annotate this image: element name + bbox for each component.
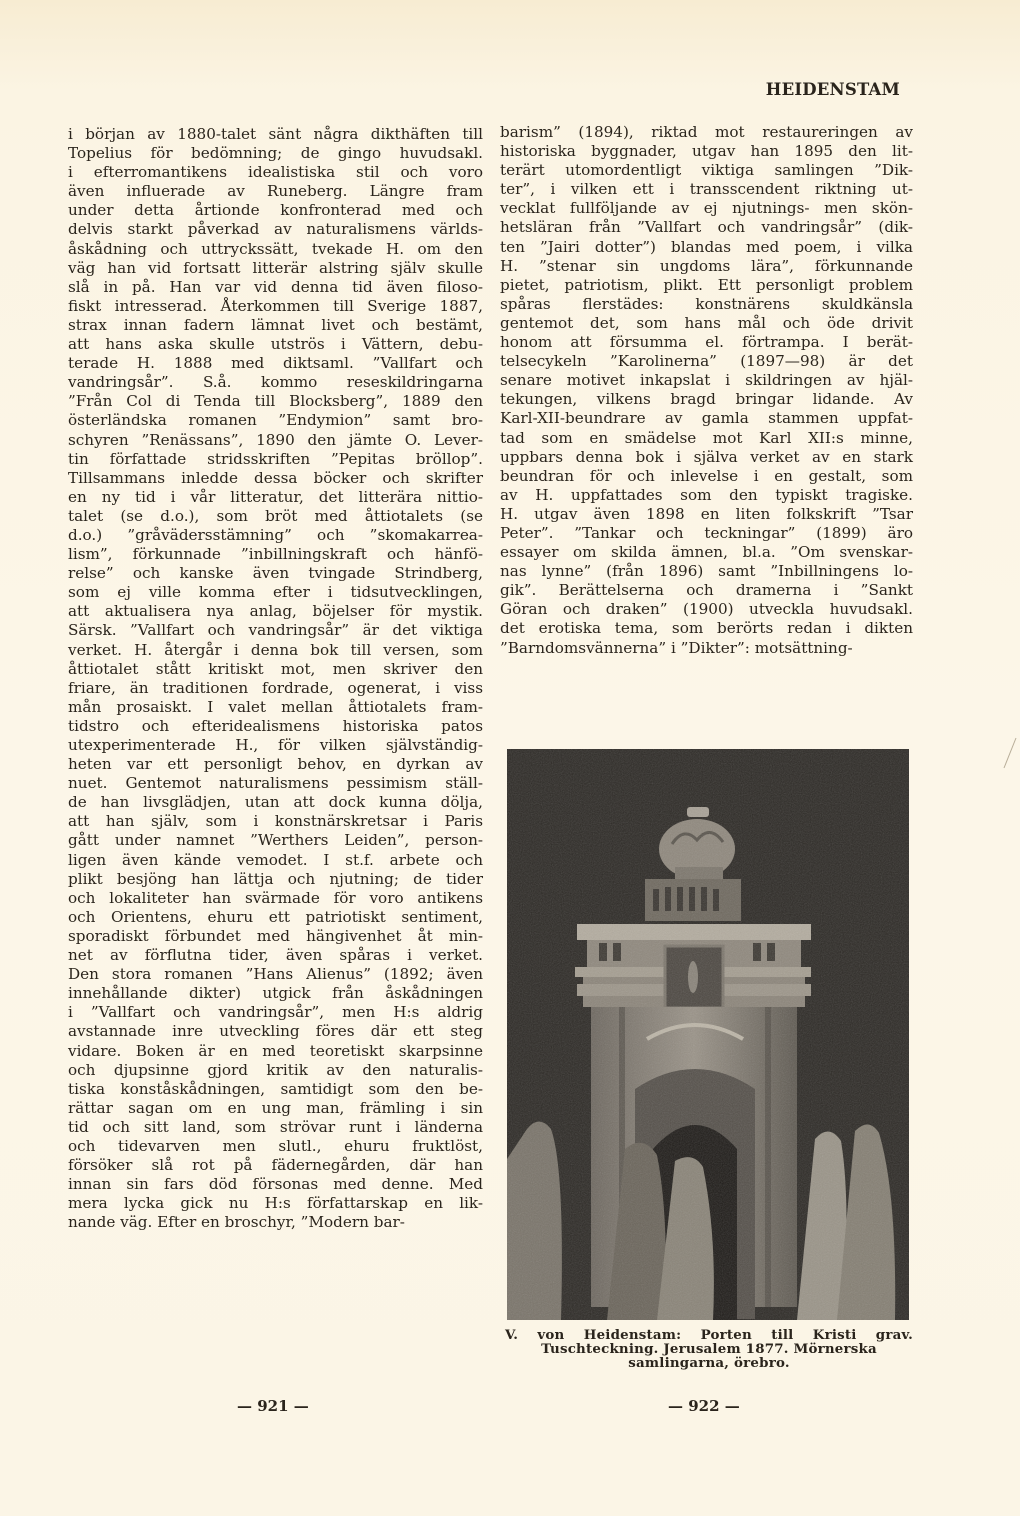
figure-illustration [507,749,909,1320]
text-line: de han livsglädjen, utan att dock kunna dölja, [68,793,483,812]
right-column [500,123,913,658]
text-line: hetsläran från ”Vallfart och vandringsår” (dik- [500,218,913,237]
text-line: Göran och draken” (1900) utveckla huvudsakl. [500,600,913,619]
text-line: fiskt intresserad. Återkommen till Sverige 1887, [68,296,483,315]
text-line: i början av 1880-talet sänt några dikthäften till [68,125,483,143]
text-line: åttiotalet stått kritiskt mot, men skriver den [68,659,483,678]
text-line: en ny tid i vår litteratur, det litterära nittio- [68,487,483,506]
text-line: honom att försumma el. förtrampa. I berät- [500,333,913,352]
running-head: HEIDENSTAM [765,80,900,99]
text-line: net av förflutna tider, även spåras i verket. [68,946,483,965]
text-line: heten var ett personligt behov, en dyrkan av [68,755,483,774]
text-line: tad som en smädelse mot Karl XII:s minne, [500,428,913,447]
text-line: ligen även kände vemodet. I st.f. arbete och [68,850,483,869]
text-line: att hans aska skulle utströs i Vättern, debu- [68,335,483,354]
text-line: i ”Vallfart och vandringsår”, men H:s aldrig [68,1003,483,1022]
text-line: Peter”. ”Tankar och teckningar” (1899) äro [500,523,913,542]
text-line: strax innan fadern lämnat livet och bestämt, [68,315,483,334]
text-line: delvis starkt påverkad av naturalismens världs- [68,220,483,239]
text-line: terärt utomordentligt viktiga samlingen ”Dik- [500,161,913,180]
text-line: H. ”stenar sin ungdoms lära”, förkunnande [500,256,913,275]
text-line: ter”, i vilken ett i transscendent riktning ut- [500,180,913,199]
text-line: Karl-XII-beundrare av gamla stammen uppfat- [500,409,913,428]
text-line: historiska byggnader, utgav han 1895 den lit- [500,142,913,161]
text-line: schyren ”Renässans”, 1890 den jämte O. Lever- [68,430,483,449]
text-line: senare motivet inkapslat i skildringen av hjäl- [500,371,913,390]
text-line: det erotiska tema, som berörts redan i dikten [500,619,913,638]
text-line: som ej ville komma efter i tidsutvecklingen, [68,583,483,602]
text-line: österländska romanen ”Endymion” samt bro- [68,411,483,430]
text-line: vidare. Boken är en med teoretiskt skarpsinne [68,1041,483,1060]
text-line: pietet, patriotism, plikt. Ett personligt problem [500,275,913,294]
text-line: Den stora romanen ”Hans Alienus” (1892; även [68,965,483,984]
text-line: även influerade av Runeberg. Längre fram [68,182,483,201]
text-line: nuet. Gentemot naturalismens pessimism ställ- [68,774,483,793]
text-line: ”Barndomsvännerna” i ”Dikter”: motsättning- [500,638,853,657]
text-line: avstannade inre utveckling föres där ett steg [68,1022,483,1041]
text-line: lism”, förkunnade ”inbillningskraft och hänfö- [68,545,483,564]
text-line: innehållande dikter) utgick från åskådningen [68,984,483,1003]
left-column [68,125,483,1232]
figure-caption [505,1328,913,1370]
text-line: verket. H. återgår i denna bok till versen, som [68,640,483,659]
text-line: åskådning och uttryckssätt, tvekade H. om den [68,239,483,258]
text-line: beundran för och inlevelse i en gestalt, som [500,466,913,485]
text-line: och djupsinne gjord kritik av den naturalis- [68,1060,483,1079]
text-line: försöker slå rot på fädernegården, där han [68,1156,483,1175]
margin-mark-icon [1000,730,1020,770]
text-line: väg han vid fortsatt litterär alstring själv skulle [68,258,483,277]
text-line: d.o.) ”gråvädersstämning” och ”skomakarrea- [68,525,483,544]
text-line: Topelius för bedömning; de gingo huvudsakl. [68,144,483,163]
text-line: vandringsår”. S.å. kommo reseskildringarna [68,373,483,392]
text-line: ten ”Jairi dotter”) blandas med poem, i vilka [500,237,913,256]
text-line: gentemot det, som hans mål och öde drivit [500,313,913,332]
text-line: tid och sitt land, som strövar runt i länderna [68,1117,483,1136]
text-line: vecklat fullföljande av ej njutnings- men skön- [500,199,913,218]
text-line: plikt besjöng han lättja och njutning; de tider [68,869,483,888]
text-line: utexperimenterade H., för vilken självständig- [68,736,483,754]
text-line: spåras flerstädes: konstnärens skuldkänsla [500,294,913,313]
text-line: talet (se d.o.), som bröt med åttiotalets (se [68,506,483,525]
text-line: terade H. 1888 med diktsaml. ”Vallfart och [68,354,483,373]
text-line: tin författade stridsskriften ”Pepitas bröllop”. [68,449,483,468]
page-number-left: — 921 — [237,1397,309,1415]
text-line: att han själv, som i konstnärskretsar i Paris [68,812,483,831]
text-line: innan sin fars död försonas med denne. Med [68,1175,483,1194]
text-line: Särsk. ”Vallfart och vandringsår” är det viktiga [68,621,483,640]
text-line: rättar sagan om en ung man, främling i sin [68,1098,483,1117]
text-line: nande väg. Efter en broschyr, ”Modern bar- [68,1213,405,1232]
text-line: ”Från Col di Tenda till Blocksberg”, 1889 den [68,392,483,411]
text-line: barism” (1894), riktad mot restaureringen av [500,123,913,141]
text-line: av H. uppfattades som den typiskt tragiske. [500,485,913,504]
text-line: att aktualisera nya anlag, böjelser för mystik. [68,602,483,621]
text-line: friare, än traditionen fordrade, ogenerat, i viss [68,678,483,697]
text-line: gik”. Berättelserna och dramerna i ”Sankt [500,581,913,600]
text-line: gått under namnet ”Werthers Leiden”, person- [68,831,483,850]
caption-line-3: samlingarna, örebro. [628,1355,790,1371]
text-line: tekungen, vilkens bragd bringar lidande. Av [500,390,913,409]
text-line: nas lynne” (från 1896) samt ”Inbillningens lo- [500,562,913,581]
text-line: och Orientens, ehuru ett patriotiskt sentiment, [68,907,483,926]
text-line: relse” och kanske även tvingade Strindberg, [68,564,483,583]
text-line: mera lycka gick nu H:s författarskap en lik- [68,1194,483,1213]
text-line: under detta årtionde konfronterad med och [68,201,483,220]
caption-line-1: V. von Heidenstam: Porten till Kristi grav. [505,1327,913,1343]
text-line: telsecykeln ”Karolinerna” (1897—98) är det [500,352,913,371]
text-line: i efterromantikens idealistiska stil och voro [68,163,483,182]
text-line: H. utgav även 1898 en liten folkskrift ”Tsar [500,504,913,523]
text-line: tiska konståskådningen, samtidigt som den be- [68,1079,483,1098]
text-line: tidstro och efteridealismens historiska patos [68,716,483,735]
text-line: essayer om skilda ämnen, bl.a. ”Om svenskar- [500,543,913,562]
text-line: och tidevarven men slutl., ehuru fruktlöst, [68,1136,483,1155]
caption-line-2: Tuschteckning. Jerusalem 1877. Mörnerska [541,1341,877,1357]
text-line: sporadiskt förbundet med hängivenhet åt min- [68,926,483,945]
gate-drawing-icon [507,749,909,1320]
text-line: mån prosaiskt. I valet mellan åttiotalets fram- [68,697,483,716]
text-line: och lokaliteter han svärmade för voro antikens [68,888,483,907]
page-number-right: — 922 — [668,1397,740,1415]
text-line: slå in på. Han var vid denna tid även filoso- [68,277,483,296]
text-line: uppbars denna bok i själva verket av en stark [500,447,913,466]
text-line: Tillsammans inledde dessa böcker och skrifter [68,468,483,487]
